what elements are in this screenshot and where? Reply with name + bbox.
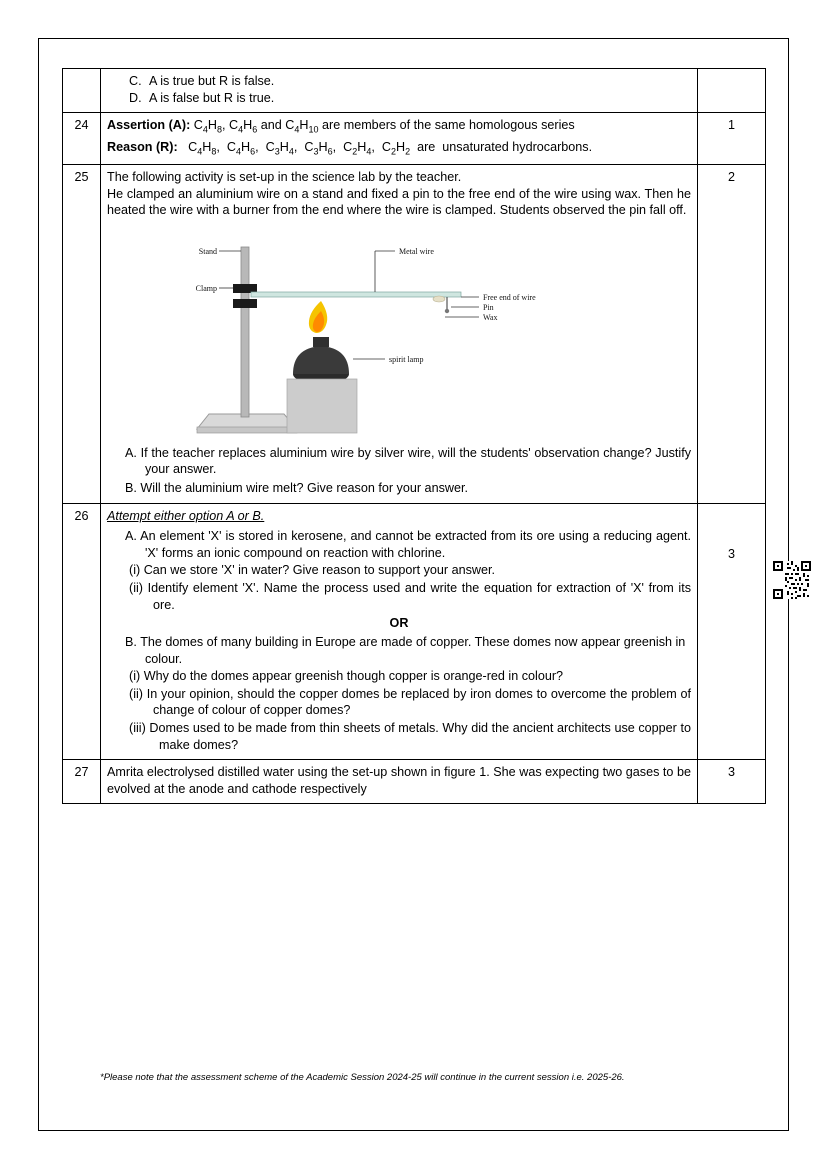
marks-value: 3 [698, 503, 766, 760]
label-wax: Wax [483, 312, 498, 322]
option-letter: C. [129, 74, 142, 88]
assertion-line [107, 117, 691, 136]
question-27-body: Amrita electrolysed distilled water using the set-up shown in figure 1. She was expecting two gases to be evolved at the anode and cathode respectively [101, 760, 698, 804]
part-text: If the teacher replaces aluminium wire by silver wire, will the students' observation change? Justify your answer. [140, 445, 691, 477]
option-letter: A. [125, 529, 137, 544]
list-item [107, 562, 691, 579]
list-item [107, 720, 691, 753]
marks-value: 2 [698, 165, 766, 504]
option-b-block [107, 634, 691, 667]
subpart-number: (ii) [129, 686, 143, 701]
subpart-text: Why do the domes appear greenish though copper is orange-red in colour? [143, 669, 564, 684]
label-clamp: Clamp [195, 283, 217, 293]
list-item [107, 480, 691, 497]
options-continued-cell [101, 69, 698, 113]
assertion-text: $C_4H_8$, $C_4H_6$ and $C_4H_{10}$ are members of the same homologous series [193, 118, 575, 135]
label-stand: Stand [198, 246, 217, 256]
question-number: 27 [63, 760, 101, 804]
reason-text: $C_4H_8$, $C_4H_6$, $C_3H_4$, $C_3H_6$, $C_2H_4$, $C_2H_2$ are unsaturated hydrocarbons. [181, 139, 593, 157]
reason-label: Reason (R): [107, 139, 178, 154]
table-row [63, 165, 766, 504]
list-item [107, 90, 691, 107]
question-25-body [101, 165, 698, 504]
attempt-instruction: Attempt either option A or B. [107, 508, 265, 523]
label-free-end: Free end of wire [483, 292, 536, 302]
subpart-number: (iii) [129, 720, 146, 735]
subpart-text: In your opinion, should the copper domes be replaced by iron domes to overcome the problem of change of colour of copper domes? [146, 686, 691, 718]
question-number: 26 [63, 503, 101, 760]
question-number: 25 [63, 165, 101, 504]
part-letter: B. [125, 481, 137, 496]
part-text: Will the aluminium wire melt? Give reason for your answer. [140, 481, 468, 496]
part-letter: A. [125, 445, 137, 460]
label-spirit-lamp: spirit lamp [389, 354, 424, 364]
marks-value: 1 [698, 113, 766, 165]
list-item [107, 686, 691, 719]
subpart-text: Identify element 'X'. Name the process used and write the equation for extraction of 'X' from its ore. [147, 581, 692, 612]
subpart-text: Can we store 'X' in water? Give reason to support your answer. [143, 563, 495, 578]
footnote: *Please note that the assessment scheme of the Academic Session 2024-25 will continue in the current session i.e. 2025-26. [100, 1072, 625, 1083]
question-26-body [101, 503, 698, 760]
option-text: A is true but R is false. [149, 74, 275, 88]
reason-line [107, 139, 691, 158]
subpart-number: (i) [129, 563, 141, 578]
table-row [63, 113, 766, 165]
wire-heating-diagram [189, 229, 609, 439]
questions-table [62, 68, 766, 804]
list-item [107, 73, 691, 90]
marks-blank [698, 69, 766, 113]
label-pin: Pin [483, 302, 494, 312]
subpart-text: Domes used to be made from thin sheets of metals. Why did the ancient architects use copper to make domes? [149, 720, 691, 752]
option-text: The domes of many building in Europe are made of copper. These domes now appear greenish in colour. [140, 634, 686, 666]
question-25-line1: The following activity is set-up in the science lab by the teacher. [107, 170, 462, 184]
table-row [63, 69, 766, 113]
question-25-line2: He clamped an aluminium wire on a stand and fixed a pin to the free end of the wire using wax. Then he heated the wire with a burner from the end where the wire is clamped. Students observed the pin fall off. [107, 186, 691, 218]
list-item [107, 580, 691, 613]
subpart-number: (ii) [129, 581, 143, 596]
list-item [107, 668, 691, 685]
label-metal-wire: Metal wire [399, 246, 434, 256]
question-24-body [101, 113, 698, 165]
option-text: A is false but R is true. [149, 90, 275, 105]
assertion-label: Assertion (A): [107, 118, 191, 133]
option-letter: D. [129, 90, 142, 105]
option-a-block [107, 528, 691, 561]
qr-code-icon [773, 561, 811, 599]
question-number: 24 [63, 113, 101, 165]
subpart-number: (i) [129, 669, 141, 684]
option-text: An element 'X' is stored in kerosene, and cannot be extracted from its ore using a reducing agent. 'X' forms an ionic compound on reaction with chlorine. [140, 529, 692, 560]
question-paper-sheet [62, 68, 765, 804]
option-letter: B. [125, 634, 137, 649]
list-item [107, 445, 691, 478]
table-row [63, 760, 766, 804]
table-row [63, 503, 766, 760]
or-separator: OR [389, 616, 409, 631]
question-number-blank [63, 69, 101, 113]
experiment-figure [107, 229, 691, 439]
marks-value: 3 [698, 760, 766, 804]
